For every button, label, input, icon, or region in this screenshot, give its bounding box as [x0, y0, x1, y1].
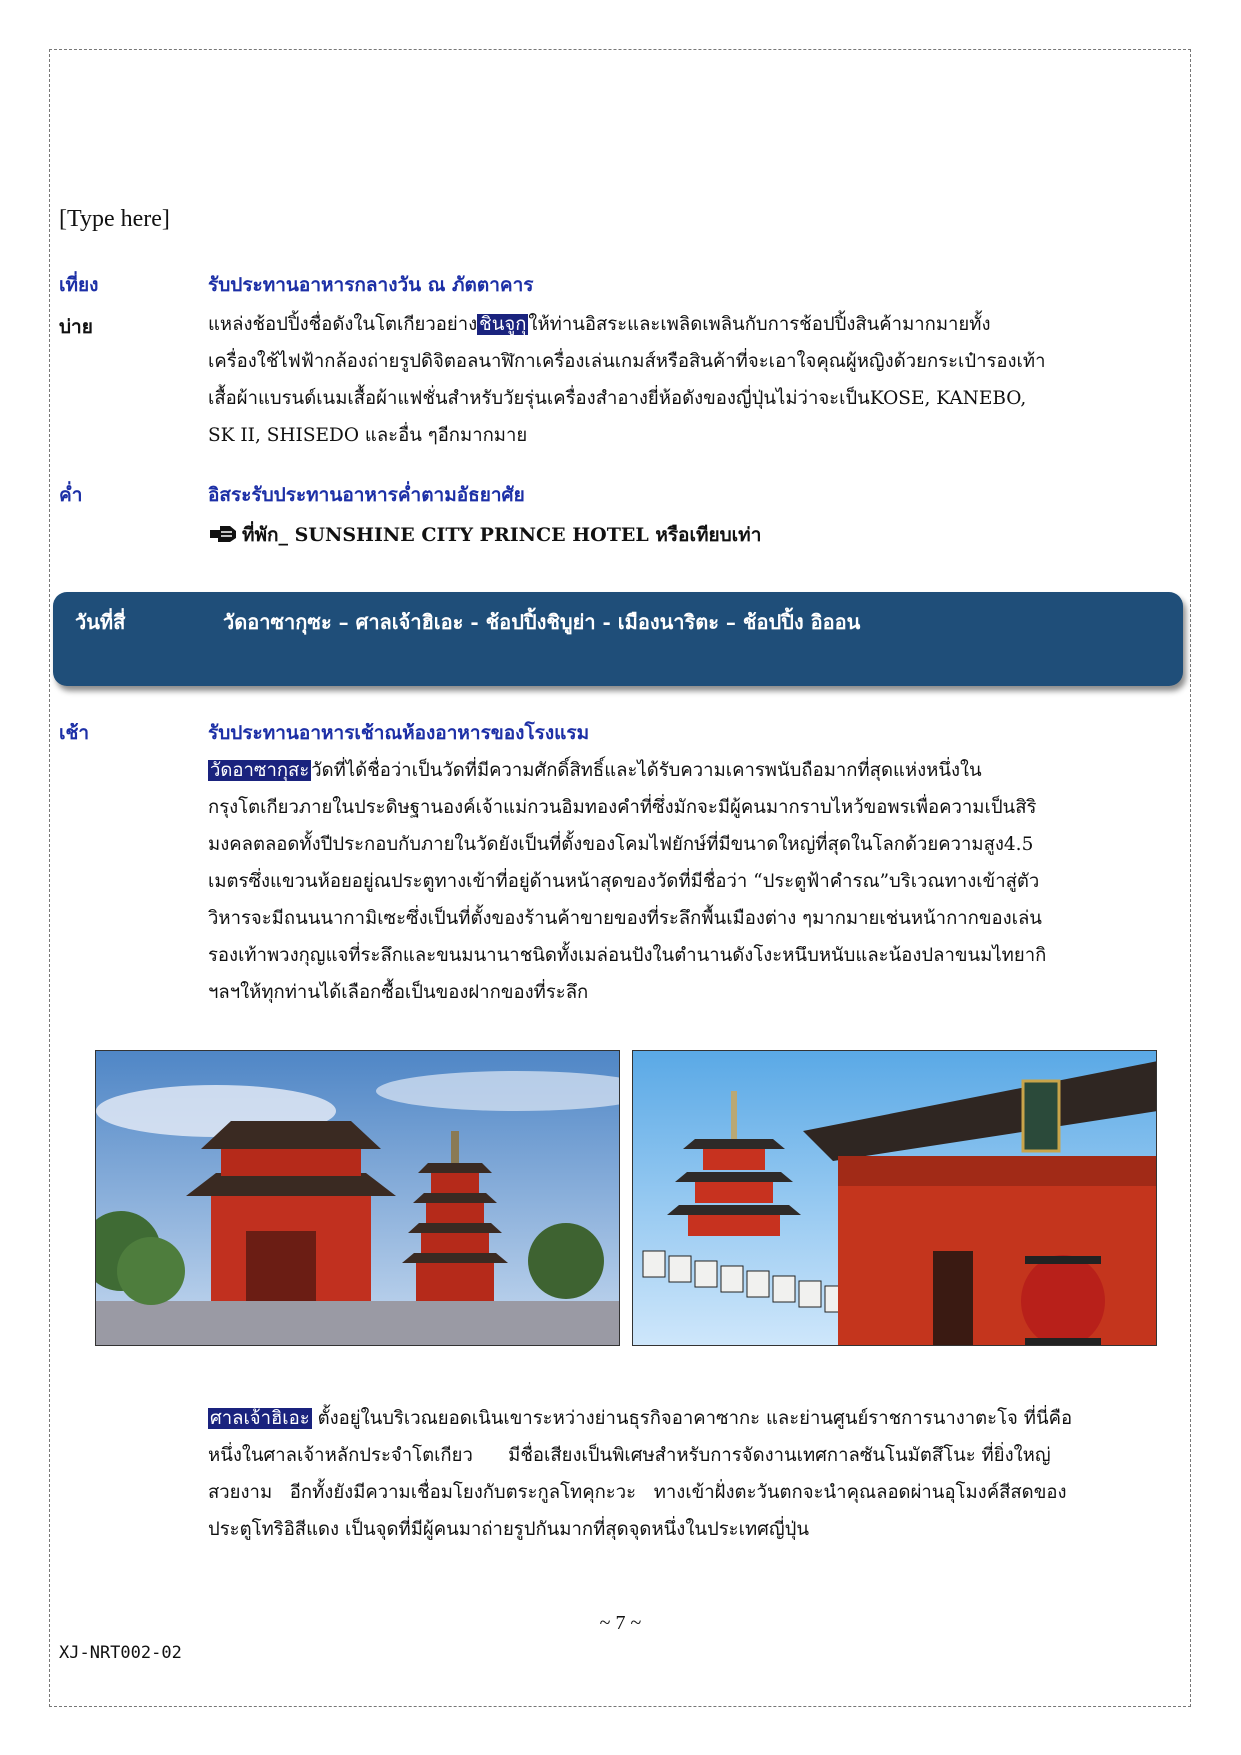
asakusa-line: วิหารจะมีถนนนากามิเซะซึ่งเป็นที่ตั้งของร้านค้าขายของที่ระลึกพื้นเมืองต่าง ๆมากมายเช่นหน้ากากของเล่น: [208, 908, 1042, 929]
lunch-label: เที่ยง: [59, 274, 99, 296]
document-code: XJ-NRT002-02: [59, 1643, 182, 1663]
dinner-label: ค่ำ: [59, 484, 83, 506]
hie-shrine-line: หนึ่งในศาลเจ้าหลักประจำโตเกียว มีชื่อเสียงเป็นพิเศษสำหรับการจัดงานเทศกาลซันโนมัตสึโนะ ที่ยิ่งใหญ่: [208, 1445, 1051, 1466]
shinjuku-highlight: ชินจูกุ: [479, 314, 527, 335]
asakusa-line: มงคลตลอดทั้งปีประกอบกับภายในวัดยังเป็นที่ตั้งของโคมไฟยักษ์ที่มีขนาดใหญ่ที่สุดในโลกด้วยความสูง4.5: [208, 834, 1034, 855]
hie-shrine-line: สวยงาม อีกทั้งยังมีความเชื่อมโยงกับตระกูลโทคุกะวะ ทางเข้าฝั่งตะวันตกจะนำคุณลอดผ่านอุโมงค์สีสดของ: [208, 1482, 1067, 1503]
asakusa-line: ฯลฯให้ทุกท่านได้เลือกซื้อเป็นของฝากของที่ระลึก: [208, 982, 589, 1003]
hotel-line: [208, 520, 761, 550]
page-number: ~ 7 ~: [599, 1612, 642, 1634]
afternoon-pre: แหล่งช้อปปิ้งชื่อดังในโตเกียวอย่าง: [208, 314, 478, 335]
header-placeholder: [Type here]: [59, 206, 170, 232]
hie-shrine-highlight: ศาลเจ้าฮิเอะ: [210, 1408, 310, 1429]
afternoon-paragraph: [208, 306, 1168, 454]
lunch-text: รับประทานอาหารกลางวัน ณ ภัตตาคาร: [208, 274, 534, 296]
asakusa-gate-photo: [632, 1050, 1157, 1346]
dinner-text: อิสระรับประทานอาหารค่ำตามอัธยาศัย: [208, 484, 525, 506]
afternoon-line: เครื่องใช้ไฟฟ้ากล้องถ่ายรูปดิจิตอลนาฬิกาเครื่องเล่นเกมส์หรือสินค้าที่จะเอาใจคุณผู้หญิงด้วยกระเป๋ารองเท้า: [208, 351, 1046, 372]
day-banner: [53, 592, 1183, 686]
asakusa-post: วัดที่ได้ชื่อว่าเป็นวัดที่มีความศักดิ์สิทธิ์และได้รับความเคารพนับถือมากที่สุดแห่งหนึ่งใน: [311, 760, 982, 781]
afternoon-line: เสื้อผ้าแบรนด์เนมเสื้อผ้าแฟชั่นสำหรับวัยรุ่นเครื่องสำอางยี่ห้อดังของญี่ปุ่นไม่ว่าจะเป็นKOSE, KANEBO,: [208, 388, 1027, 409]
morning-heading: รับประทานอาหารเช้าณห้องอาหารของโรงแรม: [208, 722, 590, 744]
asakusa-line: เมตรซึ่งแขวนห้อยอยู่ณประตูทางเข้าที่อยู่ด้านหน้าสุดของวัดที่มีชื่อว่า “ประตูฟ้าคำรณ”บริเวณทางเข้าสู่ตัว: [208, 871, 1040, 892]
afternoon-post: ให้ท่านอิสระและเพลิดเพลินกับการช้อปปิ้งสินค้ามากมายทั้ง: [528, 314, 991, 335]
day-label: วันที่สี่: [75, 610, 126, 634]
hotel-text: ที่พัก_ SUNSHINE CITY PRINCE HOTEL หรือเทียบเท่า: [242, 524, 762, 546]
hie-shrine-post: ตั้งอยู่ในบริเวณยอดเนินเขาระหว่างย่านธุรกิจอาคาซากะ และย่านศูนย์ราชการนางาตะโจ ที่นี่คือ: [311, 1408, 1073, 1429]
afternoon-line: SK II, SHISEDO และอื่น ๆอีกมากมาย: [208, 425, 528, 446]
day-route: วัดอาซากุซะ – ศาลเจ้าฮิเอะ - ช้อปปิ้งชิบูย่า - เมืองนาริตะ – ช้อปปิ้ง อิออน: [223, 610, 861, 634]
morning-label: เช้า: [59, 722, 90, 744]
asakusa-line: รองเท้าพวงกุญแจที่ระลึกและขนมนานาชนิดทั้งเมล่อนปังในตำนานดังโงะหนึบหนับและน้องปลาขนมไทยากิ: [208, 945, 1047, 966]
asakusa-paragraph: [208, 752, 1168, 1011]
hie-shrine-line: ประตูโทริอิสีแดง เป็นจุดที่มีผู้คนมาถ่ายรูปกันมากที่สุดจุดหนึ่งในประเทศญี่ปุ่น: [208, 1519, 810, 1540]
asakusa-highlight: วัดอาซากุสะ: [210, 760, 310, 781]
afternoon-label: บ่าย: [59, 316, 93, 338]
hie-shrine-paragraph: [208, 1400, 1168, 1548]
hand-pointing-icon: [208, 523, 238, 548]
asakusa-line: กรุงโตเกียวภายในประดิษฐานองค์เจ้าแม่กวนอิมทองคำที่ซึ่งมักจะมีผู้คนมากราบไหว้ขอพรเพื่อความเป็นสิริ: [208, 797, 1037, 818]
asakusa-temple-photo: [95, 1050, 620, 1346]
